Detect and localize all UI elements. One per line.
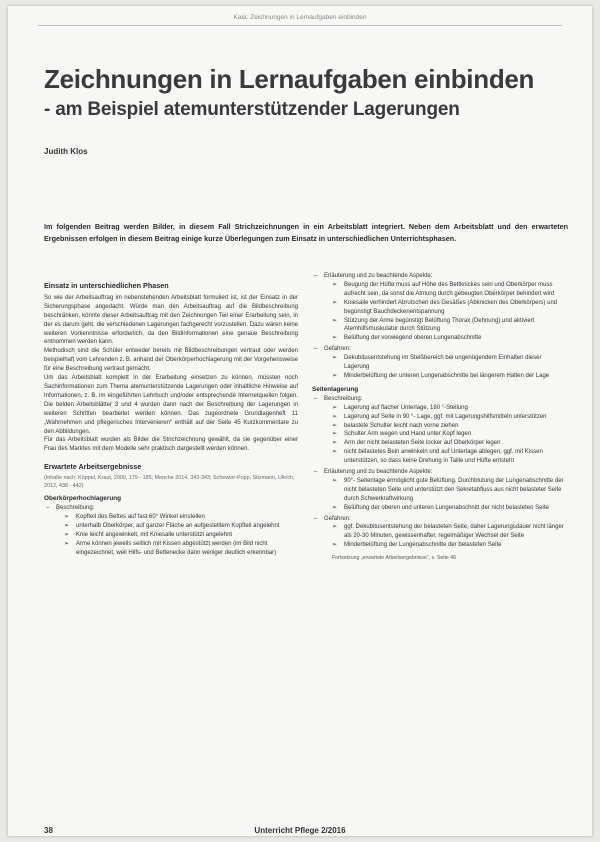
list-item-text: Dekubitusentstehung im Steißbereich bei ungenügendem Einhalten dieser Lagerung [344, 355, 542, 371]
list-label: Erläuterung und zu beachtende Aspekte: [324, 273, 433, 279]
list-item-text: 90°- Seitenlage ermöglicht gute Belüftung. Durchblutung der Lungenabschnitte der nicht belasteten Seite und unterstützt den Sekretabfluss aus nicht belasteter Seite durch Schwerkraftwirkung [344, 477, 564, 502]
arrow-list [324, 523, 566, 550]
arrow-bullet-icon: ➢ [332, 422, 338, 429]
continuation-note: Fortsetzung „erwartete Arbeitsergebnisse“, s. Seite 46 [332, 555, 456, 562]
arrow-bullet-icon: ➢ [332, 449, 338, 456]
dash-icon: – [46, 505, 50, 512]
list-item-text: Belüftung der oberen und unteren Lungenabschnitt der nicht belasteten Seite [344, 504, 549, 511]
paragraph: Methodisch sind die Schüler entweder bereits mit Bildbeschreibungen vertraut oder werden beispielhaft vom Lehrenden z. B. anhand der Oberkörperhochlagerung mit der Vorgehensweise für eine Beschreibung vertraut gemacht. [44, 348, 298, 373]
author: Judith Klos [44, 147, 88, 156]
arrow-bullet-icon: ➢ [332, 477, 338, 484]
list-item-text: Arme können jeweils seitlich mit Kissen abgestützt werden (im Bild nicht eingezeichnet, weil Hilfs- und Bettenecke dann weniger deutlich erkennbar) [76, 540, 277, 556]
magazine-name: Unterricht Pflege 2/2016 [254, 826, 346, 835]
list-item-text: Minderbelüftung der unteren Lungenabschnitte bei längerem Halten der Lage [344, 372, 550, 379]
arrow-bullet-icon: ➢ [332, 317, 338, 324]
dash-icon: – [314, 346, 318, 353]
arrow-list [324, 354, 566, 381]
list-item [332, 413, 566, 422]
arrow-bullet-icon: ➢ [64, 531, 70, 538]
arrow-bullet-icon: ➢ [332, 440, 338, 447]
list-item [332, 422, 566, 431]
left-column [44, 282, 298, 560]
subheading-seitenlagerung: Seitenlagerung [312, 385, 359, 393]
arrow-bullet-icon: ➢ [64, 514, 70, 521]
list-item [312, 515, 566, 551]
list-item-text: Arm der nicht belasteten Seite locker auf Oberkörper legen [344, 440, 501, 447]
list-item [332, 334, 566, 343]
dash-icon: – [314, 395, 318, 402]
list-item-text: Belüftung der vorwiegend oberen Lungenabschnitte [344, 335, 482, 342]
running-head: Kaia: Zeichnungen in Lernaufgaben einbinden [233, 14, 367, 21]
list-item [332, 354, 566, 372]
list-item [332, 523, 566, 541]
list-item [332, 541, 566, 550]
arrow-bullet-icon: ➢ [332, 524, 338, 531]
subheading-oberkoerper: Oberkörperhochlagerung [44, 495, 122, 503]
arrow-bullet-icon: ➢ [332, 281, 338, 288]
document-page [8, 6, 592, 836]
arrow-bullet-icon: ➢ [332, 404, 338, 411]
list-item-text: Schulter Arm wegen und Hand unter Kopf legen [344, 431, 472, 438]
list-item [332, 504, 566, 513]
dash-list [44, 504, 298, 557]
page-number: 38 [44, 826, 53, 835]
header-rule [38, 25, 562, 26]
list-item [332, 448, 566, 466]
arrow-bullet-icon: ➢ [332, 413, 338, 420]
list-item-text: Beugung der Hüfte muss auf Höhe des Bettknickes sein und Oberkörper muss aufrecht sein, da sonst die Atmung durch gebeugten Oberkörper behindert wird [344, 281, 555, 297]
dash-list [312, 272, 566, 381]
paragraph: Um das Arbeitsblatt komplett in der Erarbeitung einsetzen zu können, müssten noch Sachinformationen zum Thema atemunterstützende Lagerungen oder inhaltliche Hinweise auf Informationen, z. B. im eingeführten Lehrbuch und/oder entsprechende Internetquellen folgen. Die beiden Arbeitsblätter 3 und 4 wurden dann nach der Beschreibung der Lagerungen in weiteren Schritten bearbeitet werden können. Das zugeordnete Grundlagenheft 11 „Wahrnehmen und pflegerisches Intervenieren“ enthält auf der Seite 45 Kurzkommentare zu den Abbildungen. [44, 375, 298, 435]
section-heading-phases: Einsatz in unterschiedlichen Phasen [44, 281, 169, 290]
list-item [64, 513, 298, 522]
list-item [312, 272, 566, 343]
dash-icon: – [314, 469, 318, 476]
arrow-list [324, 404, 566, 466]
list-item [332, 404, 566, 413]
list-label: Beschreibung: [324, 395, 363, 402]
arrow-bullet-icon: ➢ [64, 523, 70, 530]
list-item [64, 522, 298, 531]
arrow-bullet-icon: ➢ [332, 355, 338, 362]
list-item-text: Knie leicht angewinkelt, mit Kniesalle unterstützt angelehnt [76, 531, 233, 538]
arrow-bullet-icon: ➢ [64, 540, 70, 547]
arrow-bullet-icon: ➢ [332, 542, 338, 549]
intro-paragraph: Im folgenden Beitrag werden Bilder, in diesem Fall Strichzeichnungen in ein Arbeitsblatt integriert. Neben dem Arbeitsblatt und den erwarteten Ergebnissen erfolgen in diesem Beitrag einige kurze Überlegungen zum Einsatz in unterschiedlichen Unterrichtsphasen. [44, 222, 568, 243]
arrow-bullet-icon: ➢ [332, 299, 338, 306]
list-item-text: Kopfteil des Bettes auf fast 60° Winkel einstellen [76, 514, 205, 521]
section-heading-results: Erwartete Arbeitsergebnisse [44, 462, 142, 472]
paragraph: Für das Arbeitsblatt wurden als Bilder die Strichzeichnung gewählt, da sie gegenüber einer Frau des Marktes mit dem Modelle sehr praktisch dargestellt werden können. [44, 437, 298, 453]
list-item [332, 430, 566, 439]
list-item [312, 395, 566, 466]
list-label: Gefahren: [324, 515, 351, 522]
arrow-bullet-icon: ➢ [332, 335, 338, 342]
list-item [332, 372, 566, 381]
article-title: Zeichnungen in Lernaufgaben einbinden [44, 64, 535, 94]
arrow-list [324, 281, 566, 343]
dash-icon: – [314, 273, 318, 279]
list-item [332, 299, 566, 317]
list-label: Gefahren: [324, 346, 351, 353]
list-item [332, 281, 566, 299]
list-item [332, 477, 566, 504]
list-item-text: Stützung der Arme begünstigt Belüftung Thorax (Dehnung) und aktiviert Atemhilfsmuskulatur durch Stützung [344, 317, 535, 333]
arrow-bullet-icon: ➢ [332, 372, 338, 379]
list-item [332, 317, 566, 335]
article-subtitle: - am Beispiel atemunterstützender Lagerungen [44, 99, 460, 120]
list-item-text: unterhalb Oberkörper, auf ganzer Fläche an aufgestelltem Kopfteil angelehnt [76, 523, 280, 530]
list-item-text: Minderbelüftung der Lungenabschnitte der belasteten Seite [344, 542, 502, 549]
dash-list [312, 395, 566, 550]
arrow-list [324, 477, 566, 513]
list-item [312, 345, 566, 381]
right-column [312, 272, 566, 563]
list-item [332, 439, 566, 448]
list-item-text: Kniesalle verhindert Abrutschen des Gesäßes (Abknicken des Oberkörpers) und begünstigt Bauchdeckenentspannung [344, 299, 558, 315]
list-item [312, 468, 566, 513]
list-item [64, 531, 298, 540]
list-item [64, 540, 298, 558]
arrow-bullet-icon: ➢ [332, 504, 338, 511]
arrow-list [56, 513, 298, 558]
dash-icon: – [314, 515, 318, 522]
list-item [44, 504, 298, 557]
arrow-bullet-icon: ➢ [332, 431, 338, 438]
list-item-text: Lagerung auf Seite in 90 °- Lage, ggf. mit Lagerungshilfsmitteln unterstützen [344, 413, 547, 420]
list-item-text: belastete Schulter leicht nach vorne ziehen [344, 422, 459, 429]
list-item-text: Lagerung auf flacher Unterlage, 180 °-Stellung [344, 404, 468, 411]
sources-note: (Inhalte nach: Köppel, Kraut, 2000, 179 - 185; Menche 2014, 343-343; Schewior-Popp, Sitzmann, Ullrich, 2012, 438 - 442) [44, 475, 295, 489]
list-item-text: ggf. Dekubitusentstehung der belasteten Seite, daher Lagerungsdauer nicht länger als 20-30 Minuten, gewissenhafter, regelmäßiger Wechsel der Seite [344, 524, 564, 540]
list-label: Beschreibung: [56, 505, 95, 512]
paragraph: So wie der Arbeitsauftrag im nebenstehenden Arbeitsblatt formuliert ist, ist der Einsatz in der Sicherungsphase angedacht. Würde man den Arbeitsauftrag auf die Bildbeschreibung beschränken, könnte dieser Arbeitsauftrag mit den Zeichnungen Teil einer Erarbeitung sein, in der es darum geht, die verschiedenen Lagerungen fachgerecht vorzustellen. Dazu wären keine weiteren Vorkenntnisse erforderlich, da den Bildinformationen eine genaue Beschreibung entnommen werden kann. [44, 294, 298, 346]
list-label: Erläuterung und zu beachtende Aspekte: [324, 469, 433, 476]
list-item-text: nicht belastetes Bein anwinkeln und auf Unterlage ablegen, ggf. mit Kissen unterstützen, so dass keine Drehung in Taille und Hüfte entsteht [344, 449, 543, 465]
